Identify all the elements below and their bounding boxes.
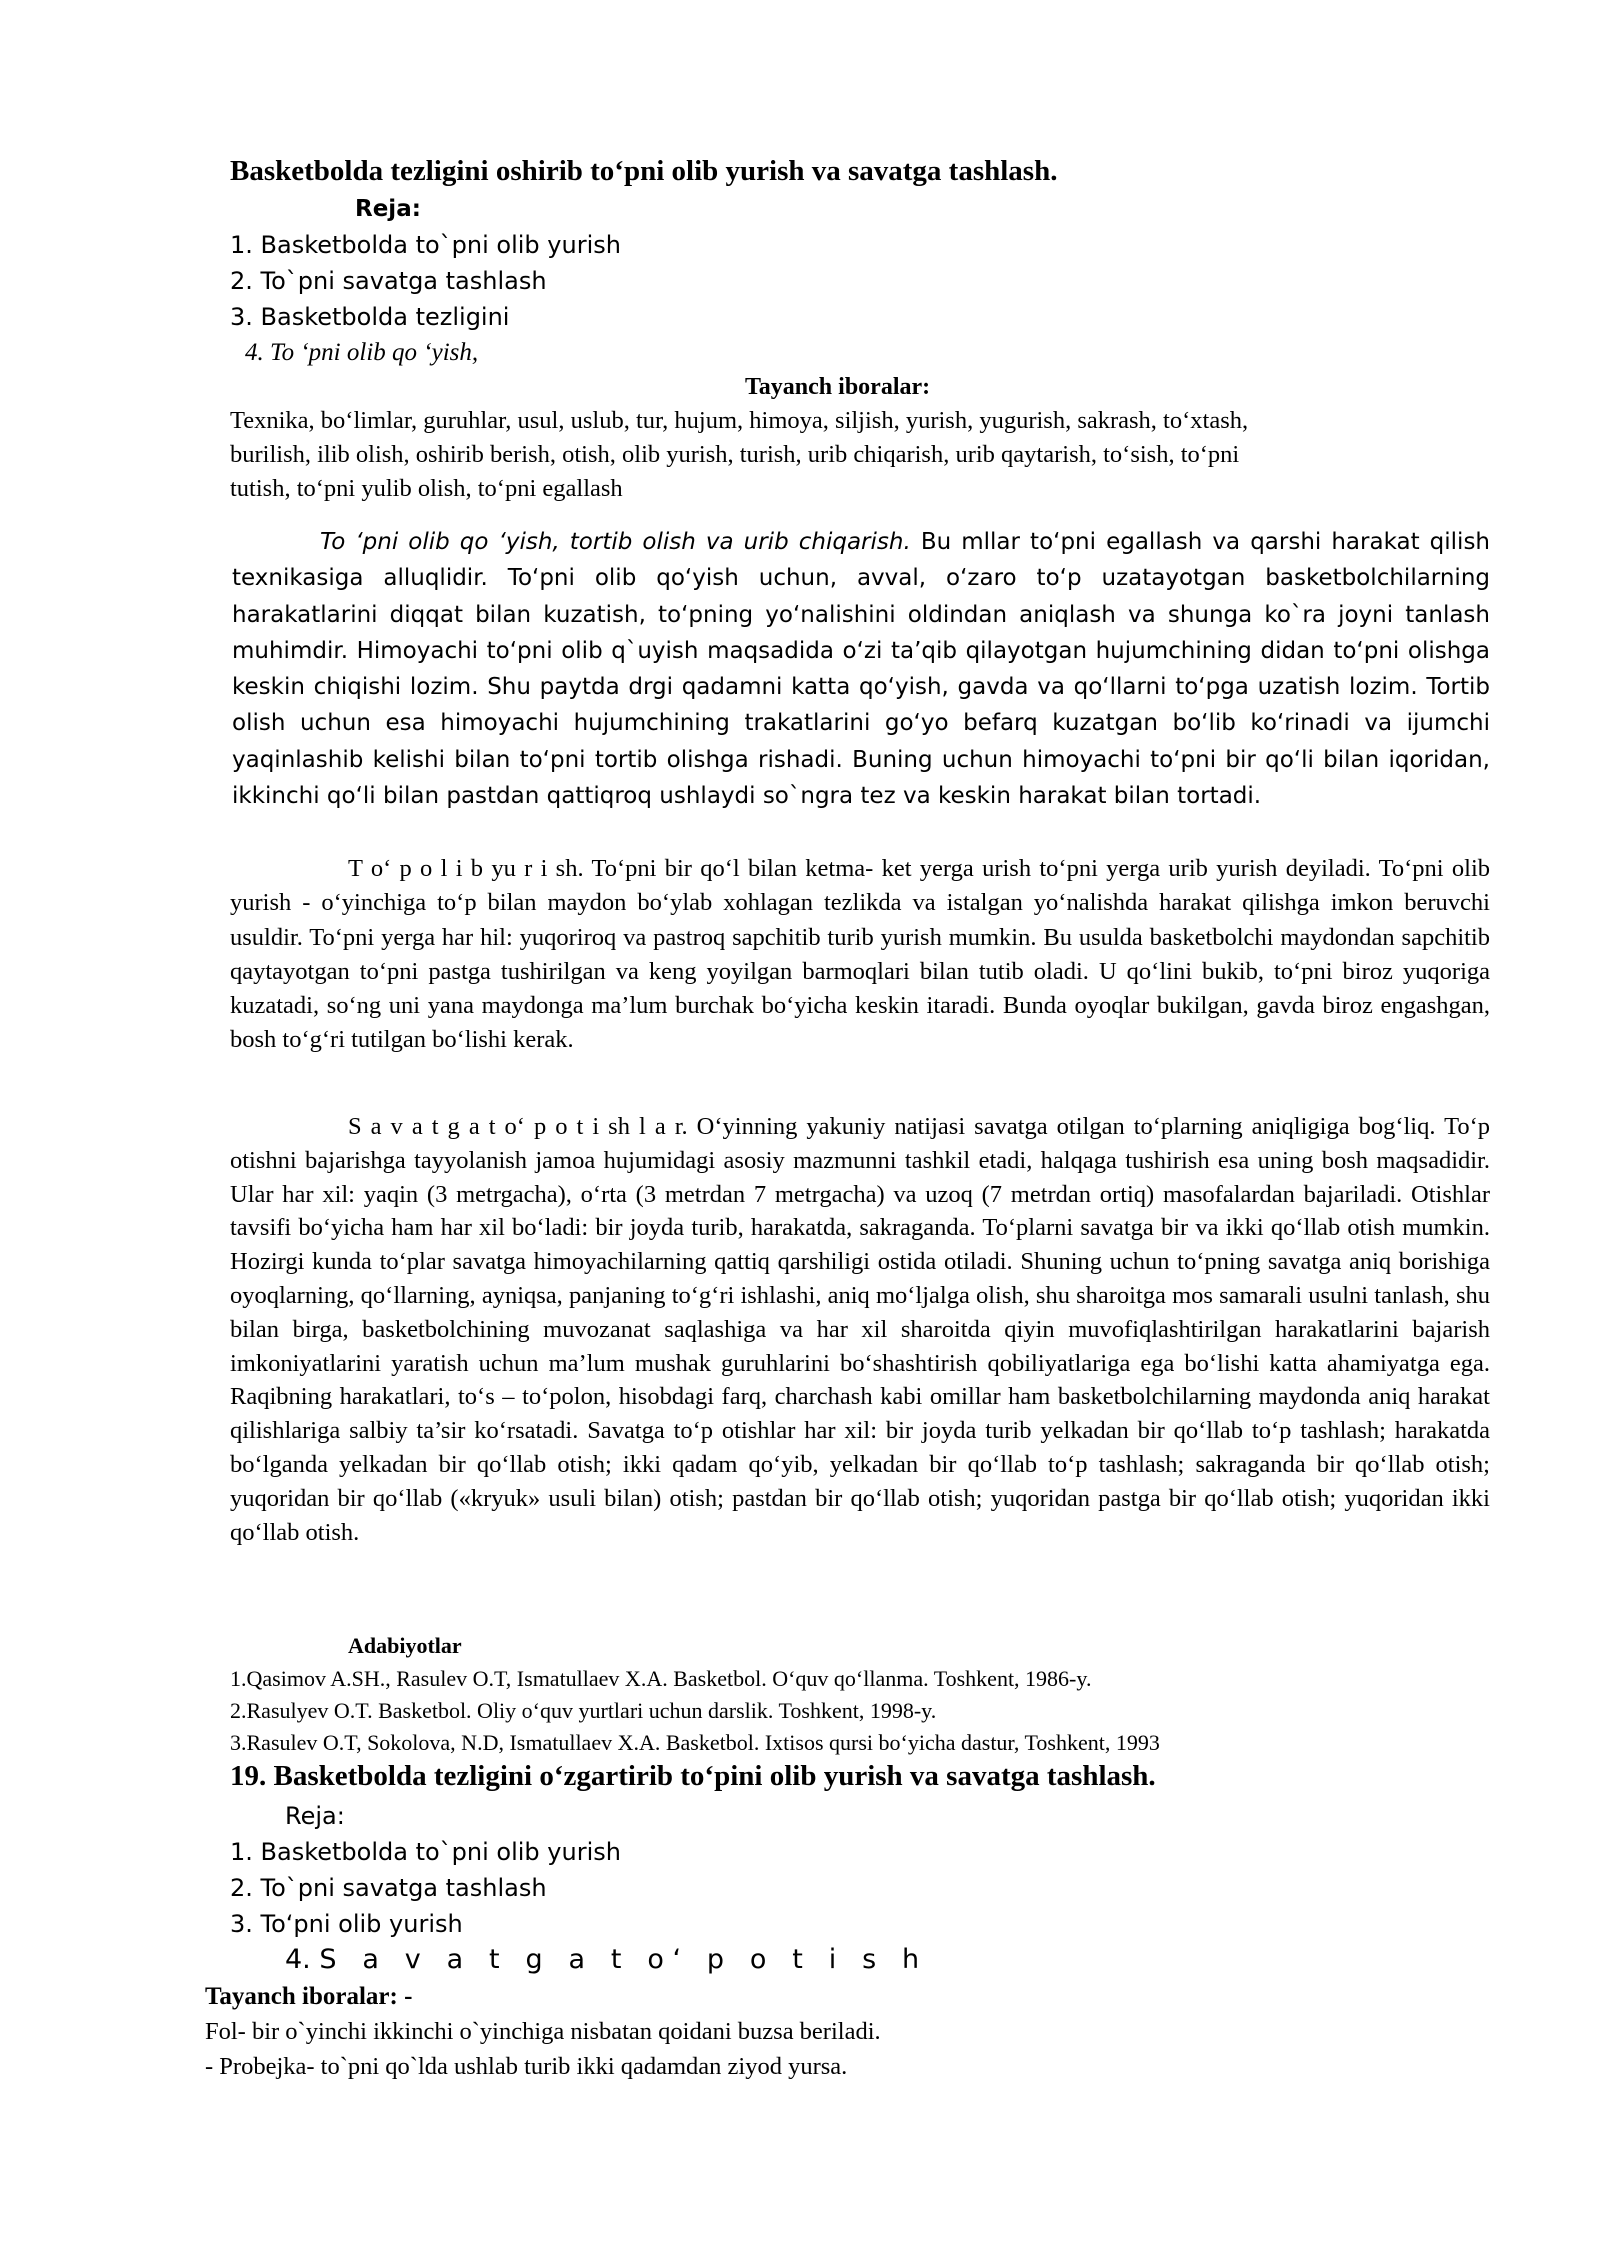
section2-keyword-1: Fol- bir o`yinchi ikkinchi o`yinchiga nisbatan qoidani buzsa beriladi.	[205, 2018, 881, 2045]
section1-plan-item-4: 4. To ‘pni olib qo ‘yish,	[245, 339, 479, 366]
section2-keywords-label: Tayanch iboralar: -	[205, 1983, 413, 2010]
paragraph-3-text: O‘yinning yakuniy natijasi savatga otilgan to‘plarning aniqligiga bog‘liq. To‘p otishni bajarishga tayyolanish jamoa hujumidagi asosiy mazmunni tashkil etadi, halqaga tushirish esa uning bosh maqsadidir. Ular har xil: yaqin (3 metrgacha), o‘rta (3 metrdan 7 metrgacha) va uzoq (7 metrdan ortiq) masofalardan bajariladi. Otishlar tavsifi bo‘yicha ham har xil bo‘ladi: bir joyda turib, harakatda, sakraganda. To‘plarni savatga bir va ikki qo‘llab otish mumkin. Hozirgi kunda to‘plar savatga himoyachilarning qattiq qarshiligi ostida otiladi. Shuning uchun to‘pning savatga aniq borishiga oyoqlarning, qo‘llarning, ayniqsa, panjaning to‘g‘ri ishlashi, aniq mo‘ljalga olish, shu sharoitga mos samarali usulni tanlash, shu bilan birga, basketbolchining muvozanat saqlashiga va har xil sharoitda qiyin muvofiqlashtirilgan harakatlarini bajarish imkoniyatlarini yaratish uchun ma’lum mushak guruhlarini bo‘shashtirish qobiliyatlariga ega bo‘lishi katta ahamiyatga ega. Raqibning harakatlari, to‘s – to‘polon, hisobdagi farq, charchash kabi omillar ham basketbolchilarning maydonda aniq harakat qilishlariga salbiy ta’sir ko‘rsatadi. Savatga to‘p otishlar har xil: bir joyda turib yelkadan bir qo‘llab to‘p tashlash; harakatda bo‘lganda yelkadan bir qo‘llab otish; ikki qadam qo‘yib, yelkadan bir qo‘llab to‘p tashlash; sakraganda bir qo‘llab otish; yuqoridan bir qo‘llab («kryuk» usuli bilan) otish; pastdan bir qo‘llab otish; yuqoridan pastga bir qo‘llab otish; yuqoridan ikki qo‘llab otish.	[230, 1113, 1490, 1546]
section2-title: 19. Basketbolda tezligini o‘zgartirib to‘pini olib yurish va savatga tashlash.	[230, 1760, 1156, 1792]
section1-paragraph-1	[232, 524, 1490, 814]
section1-plan-item-2: 2. To`pni savatga tashlash	[230, 267, 547, 295]
section1-keywords-line-1: Texnika, bo‘limlar, guruhlar, usul, uslub, tur, hujum, himoya, siljish, yurish, yugurish, sakrash, to‘xtash,	[230, 407, 1249, 434]
section1-paragraph-3	[230, 1110, 1490, 1549]
section1-keywords-line-3: tutish, to‘pni yulib olish, to‘pni egallash	[230, 475, 623, 502]
literature-item-2: 2.Rasulyev O.T. Basketbol. Oliy o‘quv yurtlari uchun darslik. Toshkent, 1998-y.	[230, 1698, 937, 1723]
section2-plan-item-2: 2. To`pni savatga tashlash	[230, 1874, 547, 1902]
section1-keywords-line-2: burilish, ilib olish, oshirib berish, otish, olib yurish, turish, urib chiqarish, urib qaytarish, to‘sish, to‘pni	[230, 441, 1240, 468]
literature-label: Adabiyotlar	[348, 1633, 462, 1658]
section2-plan-item-1: 1. Basketbolda to`pni olib yurish	[230, 1838, 621, 1866]
plan-item-4-text: S a v a t g a t o‘ p o t i s h	[319, 1944, 928, 1975]
section1-plan-item-1: 1. Basketbolda to`pni olib yurish	[230, 231, 621, 259]
paragraph-1-lead: To ‘pni olib qo ‘yish, tortib olish va urib chiqarish.	[320, 529, 911, 555]
paragraph-2-lead: T o‘ p o l i b yu r i sh.	[348, 855, 584, 882]
section1-title: Basketbolda tezligini oshirib to‘pni olib yurish va savatga tashlash.	[230, 155, 1058, 187]
paragraph-2-text: To‘pni bir qo‘l bilan ketma- ket yerga urish to‘pni yerga urib yurish deyiladi. To‘pni olib yurish - o‘yinchiga to‘p bilan maydon bo‘ylab xohlagan tezlikda va istalgan yo‘nalishda harakat qilishga imkon beruvchi usuldir. To‘pni yerga har hil: yuqoriroq va pastroq sapchitib turib yurish mumkin. Bu usulda basketbolchi maydondan sapchitib qaytayotgan to‘pni pastga tushirilgan va keng yoyilgan barmoqlari bilan tutib oladi. U qo‘lini bukib, to‘pni biroz yuqoriga kuzatadi, so‘ng uni yana maydonga ma’lum burchak bo‘yicha keskin itaradi. Bunda oyoqlar bukilgan, gavda biroz engashgan, bosh to‘g‘ri tutilgan bo‘lishi kerak.	[230, 855, 1490, 1054]
section1-paragraph-2	[230, 852, 1490, 1058]
plan-item-4-number: 4.	[285, 1944, 311, 1975]
section1-plan-label: Reja:	[355, 196, 421, 222]
section2-plan-item-3: 3. To‘pni olib yurish	[230, 1910, 463, 1938]
section1-plan-item-3: 3. Basketbolda tezligini	[230, 303, 510, 331]
literature-item-1: 1.Qasimov A.SH., Rasulev O.T, Ismatullaev X.A. Basketbol. O‘quv qo‘llanma. Toshkent, 1986-y.	[230, 1666, 1092, 1691]
literature-item-3: 3.Rasulev O.T, Sokolova, N.D, Ismatullaev X.A. Basketbol. Ixtisos qursi bo‘yicha dastur, Toshkent, 1993	[230, 1730, 1160, 1755]
section2-plan-item-4	[285, 1944, 928, 1975]
paragraph-3-lead: S a v a t g a t o‘ p o t i sh l a r.	[348, 1113, 688, 1140]
section2-plan-label: Reja:	[285, 1802, 345, 1830]
section1-keywords-label: Tayanch iboralar:	[745, 374, 931, 400]
paragraph-1-text: Bu mllar to‘pni egallash va qarshi harakat qilish texnikasiga alluqlidir. To‘pni olib qo‘yish uchun, avval, o‘zaro to‘p uzatayotgan basketbolchilarning harakatlarini diqqat bilan kuzatish, to‘pning yo‘nalishini oldindan aniqlash va shunga ko`ra joyni tanlash muhimdir. Himoyachi to‘pni olib q`uyish maqsadida o‘zi ta’qib qilayotgan hujumchining didan to‘pni olishga keskin chiqishi lozim. Shu paytda drgi qadamni katta qo‘yish, gavda va qo‘llarni to‘pga uzatish lozim. Tortib olish uchun esa himoyachi hujumchining trakatlarini go‘yo befarq kuzatgan bo‘lib ko‘rinadi va ijumchi yaqinlashib kelishi bilan to‘pni tortib olishga rishadi. Buning uchun himoyachi to‘pni bir qo‘li bilan iqoridan, ikkinchi qo‘li bilan pastdan qattiqroq ushlaydi so`ngra tez va keskin harakat bilan tortadi.	[232, 529, 1490, 810]
section2-keyword-2: - Probejka- to`pni qo`lda ushlab turib ikki qadamdan ziyod yursa.	[205, 2053, 848, 2080]
